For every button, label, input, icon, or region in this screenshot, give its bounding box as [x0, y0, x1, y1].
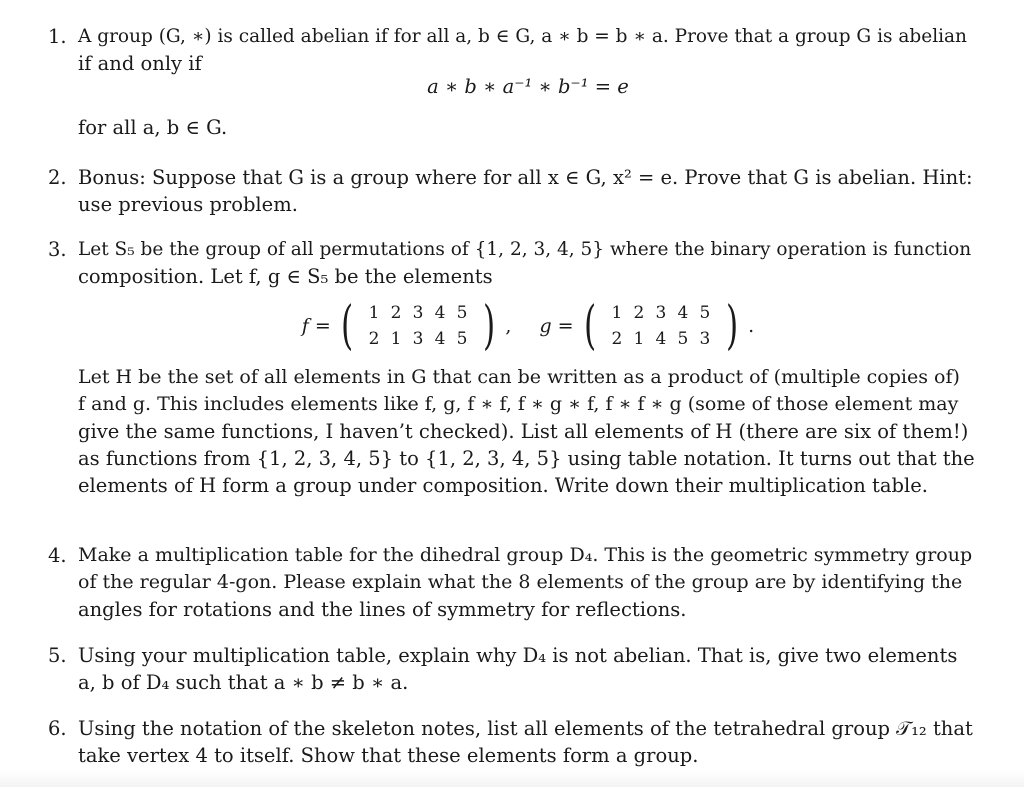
matrix-cell: 2 — [390, 303, 402, 323]
problem-text-line: as functions from {1, 2, 3, 4, 5} to {1, 2, 3, 4, 5} using table notation. It turns out that the — [78, 447, 975, 470]
problem-6 — [48, 715, 978, 769]
problem-1 — [48, 23, 978, 141]
left-paren-icon: ( — [340, 296, 354, 356]
matrix-cell: 4 — [434, 303, 446, 323]
problem-text-line: Bonus: Suppose that G is a group where for all x ∈ G, x² = e. Prove that G is abelian. Hint: — [78, 166, 973, 189]
problem-text-line: angles for rotations and the lines of symmetry for reflections. — [78, 598, 687, 621]
problem-text-line: a, b of D₄ such that a ∗ b ≠ b ∗ a. — [78, 671, 409, 694]
matrix-cell: 3 — [655, 303, 667, 323]
matrix-cell: 2 — [368, 329, 380, 349]
separator: , — [505, 314, 512, 337]
problem-text-line: elements of H form a group under composition. Write down their multiplication table. — [78, 474, 928, 497]
matrix-cell: 1 — [633, 329, 645, 349]
matrix-cell: 5 — [699, 303, 711, 323]
right-paren-icon: ) — [483, 296, 496, 356]
problem-4 — [48, 542, 978, 623]
problem-2 — [48, 164, 978, 218]
matrix-cell: 3 — [412, 303, 424, 323]
matrix-cell: 5 — [677, 329, 689, 349]
problem-3 — [48, 236, 978, 499]
matrix-cell: 5 — [456, 303, 468, 323]
problem-text-line: if and only if — [78, 52, 202, 75]
problem-text-line: Using the notation of the skeleton notes, list all elements of the tetrahedral group 𝒯₁₂ that — [78, 717, 973, 740]
problem-number: 6. — [48, 717, 67, 740]
problem-text-line: composition. Let f, g ∈ S₅ be the elements — [78, 265, 493, 288]
matrix-cell: 4 — [655, 329, 667, 349]
problem-text-line: give the same functions, I haven’t checked). List all elements of H (there are six of them!) — [78, 420, 969, 443]
problem-text-line: Make a multiplication table for the dihedral group D₄. This is the geometric symmetry group — [78, 544, 973, 566]
problem-number: 4. — [48, 544, 67, 567]
problem-text-line: for all a, b ∈ G. — [78, 116, 228, 139]
matrix-cell: 2 — [633, 303, 645, 323]
problem-number: 1. — [48, 25, 67, 48]
left-paren-icon: ( — [583, 296, 596, 356]
matrix-cell: 5 — [456, 329, 468, 349]
permutation-matrix — [606, 301, 716, 351]
matrix-cell: 1 — [611, 303, 623, 323]
permutation-f — [301, 296, 512, 356]
problem-number: 2. — [48, 166, 67, 189]
matrix-cell: 4 — [677, 303, 689, 323]
problem-text-line: Let H be the set of all elements in G that can be written as a product of (multiple copies of) — [78, 366, 960, 388]
matrix-cell: 1 — [390, 329, 402, 349]
matrix-cell: 2 — [611, 329, 623, 349]
problem-text-line: Let S₅ be the group of all permutations of {1, 2, 3, 4, 5} where the binary operation is function — [78, 239, 972, 260]
problem-text-line: take vertex 4 to itself. Show that these elements form a group. — [78, 744, 699, 767]
permutation-g — [539, 296, 755, 356]
matrix-cell: 4 — [434, 329, 446, 349]
problem-text-line: A group (G, ∗) is called abelian if for all a, b ∈ G, a ∗ b = b ∗ a. Prove that a group G is abelian — [78, 26, 967, 47]
problem-number: 3. — [48, 238, 67, 261]
problem-5 — [48, 642, 978, 696]
permutation-matrix — [363, 301, 473, 351]
perm-name: g = — [539, 314, 574, 337]
separator: . — [748, 314, 755, 337]
problem-text-line: use previous problem. — [78, 193, 298, 216]
matrix-cell: 1 — [368, 303, 380, 323]
matrix-cell: 3 — [412, 329, 424, 349]
problem-text-line: of the regular 4-gon. Please explain what the 8 elements of the group are by identifying the — [78, 571, 963, 593]
right-paren-icon: ) — [725, 296, 739, 356]
problem-text-line: Using your multiplication table, explain why D₄ is not abelian. That is, give two elements — [78, 644, 958, 667]
problem-text-line: f and g. This includes elements like f, g, f ∗ f, f ∗ g ∗ f, f ∗ f ∗ g (some of those element may — [78, 393, 959, 415]
matrix-cell: 3 — [699, 329, 711, 349]
page-bottom-shade — [0, 771, 1024, 787]
perm-name: f = — [301, 314, 331, 337]
permutation-definitions — [78, 296, 978, 356]
problem-number: 5. — [48, 644, 67, 667]
display-equation: a ∗ b ∗ a⁻¹ ∗ b⁻¹ = e — [427, 75, 629, 98]
